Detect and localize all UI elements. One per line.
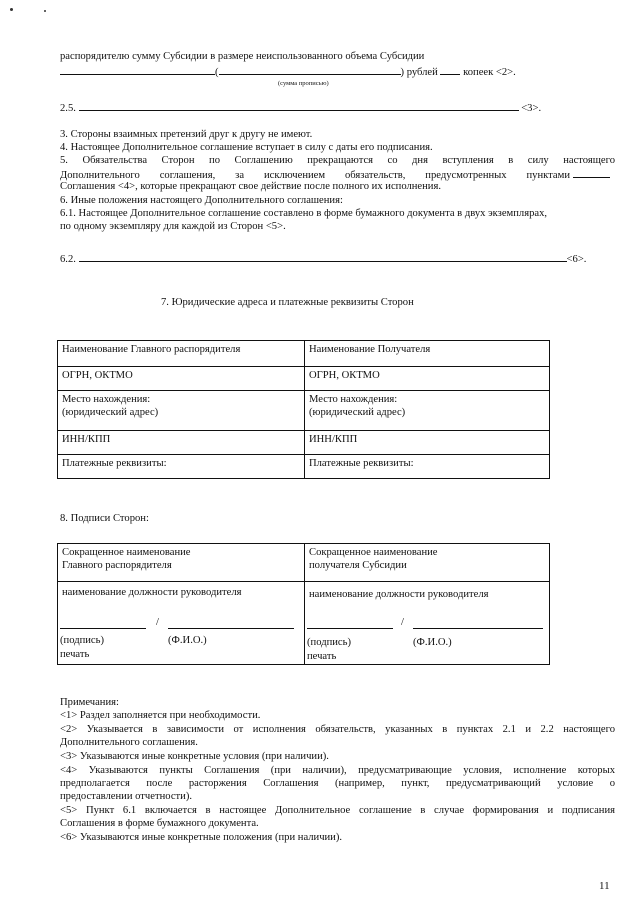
name-line bbox=[413, 628, 543, 629]
amount-words-blank bbox=[219, 64, 401, 75]
paragraph-6-1-line-2: по одному экземпляру для каждой из Сторон <5>. bbox=[60, 221, 286, 232]
item-2-5 bbox=[60, 100, 615, 115]
cell-label: ОГРН, ОКТМО bbox=[309, 370, 380, 381]
note-5-line-1: <5> Пункт 6.1 включается в настоящее Дополнительное соглашение в случае формирования и подписания bbox=[60, 805, 615, 816]
scan-speck bbox=[44, 10, 46, 12]
cell-sublabel: (юридический адрес) bbox=[62, 407, 159, 418]
note-1: <1> Раздел заполняется при необходимости. bbox=[60, 710, 261, 721]
table-row bbox=[58, 582, 550, 665]
section-7-title: 7. Юридические адреса и платежные реквизиты Сторон bbox=[161, 297, 414, 308]
cell-label: Наименование Главного распорядителя bbox=[62, 344, 241, 355]
fio-label: (Ф.И.О.) bbox=[413, 637, 452, 648]
page-number: 11 bbox=[599, 880, 610, 892]
signature-label: (подпись) bbox=[60, 635, 104, 646]
note-5-line-2: Соглашения в форме бумажного документа. bbox=[60, 818, 259, 829]
table-row bbox=[58, 367, 550, 391]
grantor-ogrn-cell bbox=[58, 367, 305, 391]
recipient-name-cell bbox=[305, 341, 550, 367]
grantor-signature-cell bbox=[58, 582, 305, 665]
points-blank bbox=[573, 167, 610, 178]
cell-label: Главного распорядителя bbox=[62, 560, 172, 571]
item-number: 6.2. bbox=[60, 254, 76, 265]
item-blank bbox=[79, 100, 519, 111]
cell-label: получателя Субсидии bbox=[309, 560, 407, 571]
table-row bbox=[58, 341, 550, 367]
note-2-line-1: <2> Указывается в зависимости от исполнения обязательств, указанных в пунктах 2.1 и 2.2 настоящего bbox=[60, 724, 615, 735]
note-4-line-3: предоставлении отчетности). bbox=[60, 791, 193, 802]
cell-label: ИНН/КПП bbox=[309, 434, 358, 445]
table-row bbox=[58, 455, 550, 479]
paragraph-5-line-3: Соглашения <4>, которые прекращают свое действие после полного их исполнения. bbox=[60, 181, 441, 192]
paren-open: ( bbox=[215, 67, 219, 78]
amount-hint: (сумма прописью) bbox=[278, 80, 329, 87]
note-4-line-1: <4> Указываются пункты Соглашения (при наличии), предусматривающие условия, исполнение которых bbox=[60, 765, 615, 776]
signature-label: (подпись) bbox=[307, 637, 351, 648]
stamp-label: печать bbox=[307, 651, 337, 662]
cell-label: ОГРН, ОКТМО bbox=[62, 370, 133, 381]
position-label: наименование должности руководителя bbox=[62, 587, 242, 598]
signatures-table bbox=[57, 543, 550, 665]
note-3: <3> Указываются иные конкретные условия (при наличии). bbox=[60, 751, 329, 762]
note-2-line-2: Дополнительного соглашения. bbox=[60, 737, 198, 748]
stamp-label: печать bbox=[60, 649, 90, 660]
grantor-inn-cell bbox=[58, 431, 305, 455]
cell-sublabel: (юридический адрес) bbox=[309, 407, 406, 418]
cell-label: Место нахождения: bbox=[309, 394, 398, 405]
recipient-inn-cell bbox=[305, 431, 550, 455]
cell-label: Платежные реквизиты: bbox=[62, 458, 167, 469]
kopek-label: копеек <2>. bbox=[463, 67, 516, 78]
cell-label: Платежные реквизиты: bbox=[309, 458, 414, 469]
recipient-ogrn-cell bbox=[305, 367, 550, 391]
requisites-table bbox=[57, 340, 550, 479]
rubles-label: ) рублей bbox=[400, 67, 438, 78]
cell-label: Сокращенное наименование bbox=[309, 547, 438, 558]
grantor-short-name-cell bbox=[58, 544, 305, 582]
table-row bbox=[58, 431, 550, 455]
recipient-address-cell bbox=[305, 391, 550, 431]
slash: / bbox=[156, 617, 159, 628]
section-8-title: 8. Подписи Сторон: bbox=[60, 513, 149, 524]
item-note: <6>. bbox=[566, 254, 587, 265]
paragraph-4: 4. Настоящее Дополнительное соглашение вступает в силу с даты его подписания. bbox=[60, 142, 433, 153]
amount-digits-blank bbox=[60, 64, 215, 75]
paragraph-3: 3. Стороны взаимных претензий друг к другу не имеют. bbox=[60, 129, 313, 140]
scan-speck bbox=[10, 8, 13, 11]
paragraph-6-1-line-1: 6.1. Настоящее Дополнительное соглашение составлено в форме бумажного документа в двух экземплярах, bbox=[60, 208, 548, 219]
recipient-payment-cell bbox=[305, 455, 550, 479]
note-6: <6> Указываются иные конкретные положения (при наличии). bbox=[60, 832, 343, 843]
fio-label: (Ф.И.О.) bbox=[168, 635, 207, 646]
kopek-blank bbox=[440, 64, 460, 75]
cell-label: Сокращенное наименование bbox=[62, 547, 191, 558]
table-row bbox=[58, 544, 550, 582]
grantor-name-cell bbox=[58, 341, 305, 367]
slash: / bbox=[401, 617, 404, 628]
grantor-address-cell bbox=[58, 391, 305, 431]
cell-label: Наименование Получателя bbox=[309, 344, 431, 355]
position-label: наименование должности руководителя bbox=[309, 589, 489, 600]
table-row bbox=[58, 391, 550, 431]
name-line bbox=[168, 628, 294, 629]
signature-line bbox=[60, 628, 146, 629]
recipient-short-name-cell bbox=[305, 544, 550, 582]
recipient-signature-cell bbox=[305, 582, 550, 665]
paragraph-6: 6. Иные положения настоящего Дополнительного соглашения: bbox=[60, 195, 343, 206]
item-number: 2.5. bbox=[60, 103, 76, 114]
cell-label: Место нахождения: bbox=[62, 394, 151, 405]
paragraph-5-line-2-text: Дополнительного соглашения, за исключением обязательств, предусмотренных пунктами bbox=[60, 170, 570, 181]
amount-line bbox=[60, 64, 615, 79]
item-6-2 bbox=[60, 251, 615, 266]
grantor-payment-cell bbox=[58, 455, 305, 479]
cell-label: ИНН/КПП bbox=[62, 434, 111, 445]
notes-title: Примечания: bbox=[60, 697, 119, 708]
paragraph-5-line-1: 5. Обязательства Сторон по Соглашению прекращаются со дня вступления в силу настоящего bbox=[60, 155, 615, 166]
text-line: распорядителю сумму Субсидии в размере неиспользованного объема Субсидии bbox=[60, 51, 425, 62]
note-4-line-2: предполагается после расторжения Соглашения (например, пункт, предусматривающий условие о bbox=[60, 778, 615, 789]
item-note: <3>. bbox=[521, 103, 542, 114]
signature-line bbox=[307, 628, 393, 629]
item-blank bbox=[79, 251, 567, 262]
